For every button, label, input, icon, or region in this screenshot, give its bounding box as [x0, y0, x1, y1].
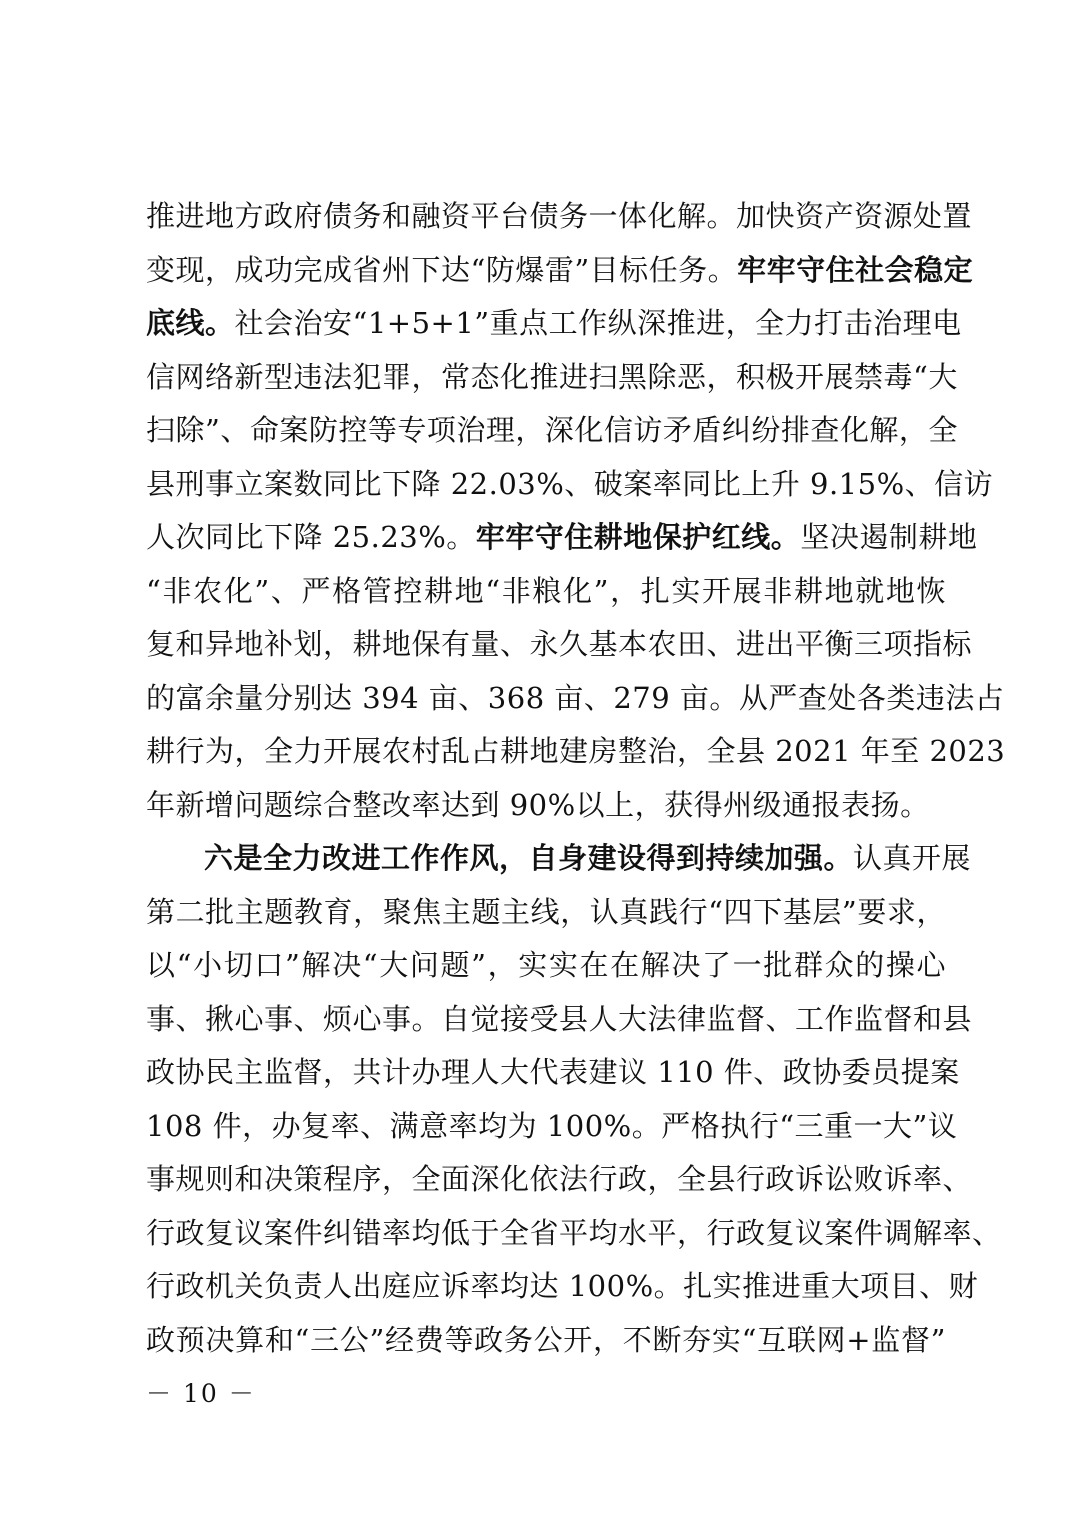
text-line: 事规则和决策程序，全面深化依法行政，全县行政诉讼败诉率、 — [146, 1162, 973, 1196]
text-line: “非农化”、严格管控耕地“非粮化”，扎实开展非耕地就地恢 — [146, 573, 946, 608]
text-line: 行政机关负责人出庭应诉率均达 100%。扎实推进重大项目、财 — [146, 1269, 979, 1303]
text-line: 六是全力改进工作作风，自身建设得到持续加强。认真开展 — [204, 841, 972, 875]
text-line: 第二批主题教育，聚焦主题主线，认真践行“四下基层”要求， — [146, 894, 946, 929]
text-line: 人次同比下降 25.23%。牢牢守住耕地保护红线。坚决遏制耕地 — [146, 520, 978, 554]
text-line: 耕行为，全力开展农村乱占耕地建房整治，全县 2021 年至 2023 — [146, 734, 1006, 768]
text-line: 年新增问题综合整改率达到 90%以上，获得州级通报表扬。 — [146, 787, 930, 822]
text-line: 108 件，办复率、满意率均为 100%。严格执行“三重一大”议 — [146, 1108, 958, 1143]
text-line: 事、揪心事、烦心事。自觉接受县人大法律监督、工作监督和县 — [146, 1001, 973, 1036]
text-line: 扫除”、命案防控等专项治理，深化信访矛盾纠纷排查化解，全 — [146, 413, 958, 447]
bold-heading: 牢牢守住社会稳定 — [737, 252, 974, 287]
text-line: 政协民主监督，共计办理人大代表建议 110 件、政协委员提案 — [146, 1055, 960, 1089]
text-line: 信网络新型违法犯罪，常态化推进扫黑除恶，积极开展禁毒“大 — [146, 359, 958, 394]
section-heading: 六是全力改进工作作风，自身建设得到持续加强。 — [204, 841, 854, 875]
text-line: 推进地方政府债务和融资平台债务一体化解。加快资产资源处置 — [146, 199, 973, 233]
text-line: 行政复议案件纠错率均低于全省平均水平，行政复议案件调解率、 — [146, 1215, 1002, 1250]
bold-heading: 底线。 — [146, 306, 235, 340]
text-line: 复和异地补划，耕地保有量、永久基本农田、进出平衡三项指标 — [146, 627, 973, 661]
text-line: 以“小切口”解决“大问题”，实实在在解决了一批群众的操心 — [146, 948, 946, 982]
page-number: － 10 － — [146, 1379, 256, 1408]
text-line: 底线。社会治安“1+5+1”重点工作纵深推进，全力打击治理电 — [146, 306, 962, 340]
text-line: 变现，成功完成省州下达“防爆雷”目标任务。牢牢守住社会稳定 — [146, 252, 974, 287]
body-text — [146, 190, 1006, 1367]
text-line: 县刑事立案数同比下降 22.03%、破案率同比上升 9.15%、信访 — [146, 466, 994, 501]
text-line: 的富余量分别达 394 亩、368 亩、279 亩。从严查处各类违法占 — [146, 680, 1005, 715]
text-line: 政预决算和“三公”经费等政务公开，不断夯实“互联网+监督” — [146, 1322, 946, 1357]
bold-heading: 牢牢守住耕地保护红线。 — [475, 520, 801, 554]
